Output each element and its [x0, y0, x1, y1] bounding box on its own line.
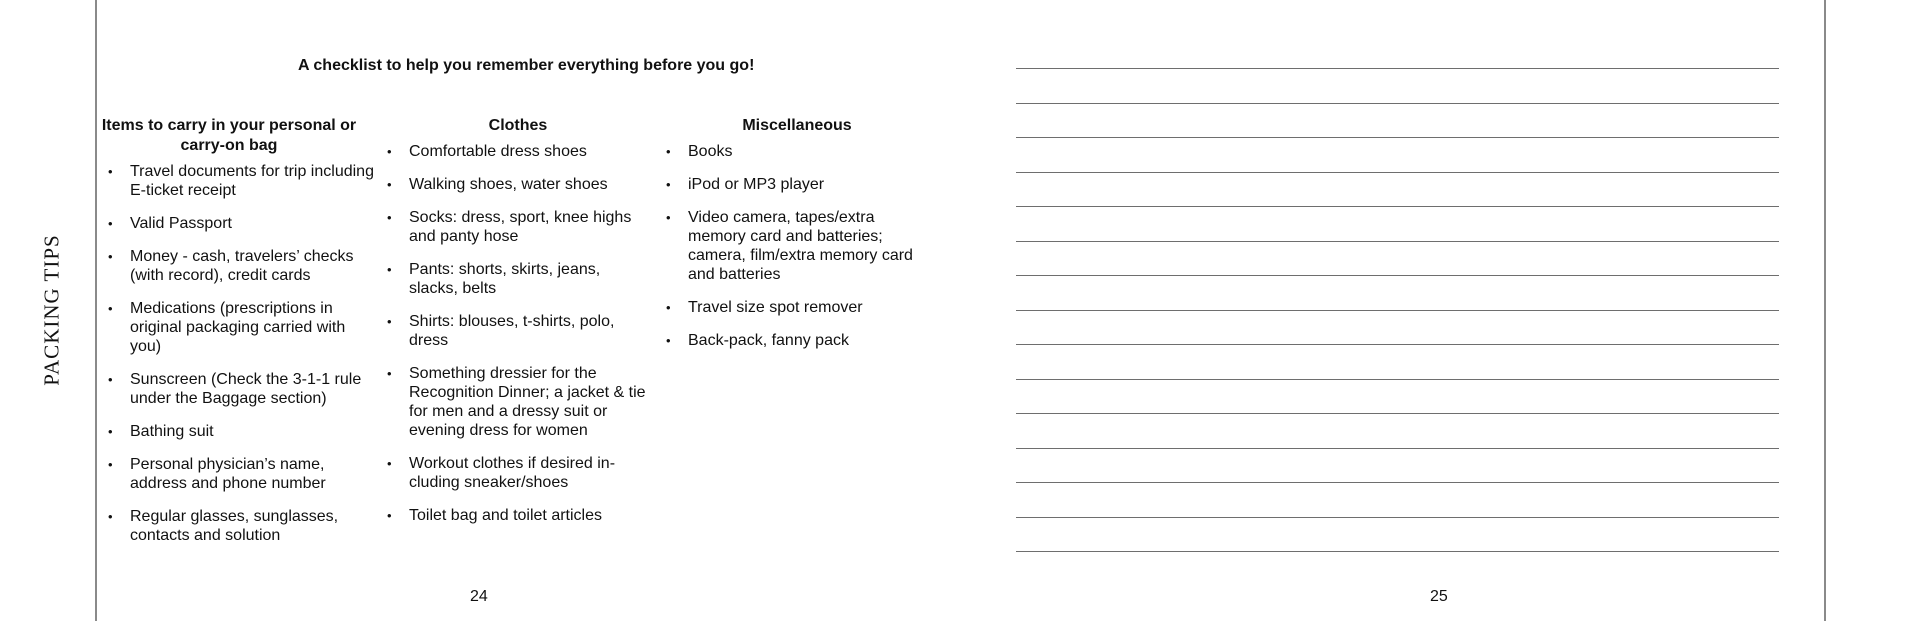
- list-item-text: Walking shoes, water shoes: [409, 176, 608, 193]
- bullet-icon: •: [387, 456, 392, 471]
- page-number-right: 25: [1430, 588, 1448, 605]
- list-item: [104, 455, 374, 493]
- page-number-left: 24: [470, 588, 488, 605]
- bullet-icon: •: [387, 144, 392, 159]
- notes-line: [1016, 137, 1779, 138]
- bullet-icon: •: [108, 164, 113, 179]
- list-item-text: Regular glasses, sunglasses, contacts and solution: [130, 508, 339, 544]
- list-item-text: Video camera, tapes/extra memory card and batteries; camera, film/extra memory card and batteries: [688, 209, 913, 283]
- list-item: [104, 162, 374, 200]
- list-item-text: Personal physician’s name, address and phone number: [130, 456, 326, 492]
- list-item-text: Bathing suit: [130, 423, 214, 440]
- bullet-icon: •: [387, 508, 392, 523]
- notes-line: [1016, 448, 1779, 449]
- bullet-icon: •: [108, 301, 113, 316]
- list-item: [383, 142, 653, 161]
- notes-line: [1016, 517, 1779, 518]
- list-item: [662, 142, 932, 161]
- page-border-right: [1824, 0, 1826, 621]
- notes-line: [1016, 482, 1779, 483]
- list-item-text: Books: [688, 143, 733, 160]
- notes-line: [1016, 344, 1779, 345]
- list-item: [104, 247, 374, 285]
- notes-line: [1016, 379, 1779, 380]
- list-item: [383, 175, 653, 194]
- notes-line: [1016, 172, 1779, 173]
- list-item-text: Travel size spot remover: [688, 299, 863, 316]
- bullet-icon: •: [387, 314, 392, 329]
- notes-line: [1016, 241, 1779, 242]
- clothes-heading: Clothes: [488, 117, 548, 134]
- list-item: [104, 214, 374, 233]
- miscellaneous-list: [662, 142, 932, 350]
- list-item-text: Something dressier for the Recognition Dinner; a jacket & tie for men and a dressy suit or evening dress for women: [409, 365, 646, 439]
- miscellaneous-column: [662, 116, 932, 364]
- list-item: [383, 364, 653, 440]
- bullet-icon: •: [666, 144, 671, 159]
- list-item-text: Valid Passport: [130, 215, 232, 232]
- list-item-text: Socks: dress, sport, knee highs and panty hose: [409, 209, 632, 245]
- clothes-column: [383, 116, 653, 539]
- list-item-text: iPod or MP3 player: [688, 176, 825, 193]
- list-item-text: Comfortable dress shoes: [409, 143, 587, 160]
- list-item: [383, 506, 653, 525]
- list-item-text: Money - cash, travelers’ checks (with record), credit cards: [130, 248, 354, 284]
- list-item: [662, 298, 932, 317]
- list-item-text: Back-pack, fanny pack: [688, 332, 849, 349]
- list-item-text: Workout clothes if desired in-cluding sneaker/shoes: [409, 455, 616, 491]
- notes-line: [1016, 68, 1779, 69]
- bullet-icon: •: [108, 216, 113, 231]
- notes-line: [1016, 206, 1779, 207]
- list-item: [104, 299, 374, 356]
- bullet-icon: •: [387, 177, 392, 192]
- notes-line: [1016, 413, 1779, 414]
- notes-line: [1016, 551, 1779, 552]
- list-item-text: Shirts: blouses, t-shirts, polo, dress: [409, 313, 615, 349]
- carry-on-heading: Items to carry in your personal or carry-on bag: [101, 117, 357, 154]
- list-item: [104, 422, 374, 441]
- bullet-icon: •: [387, 366, 392, 381]
- list-item-text: Travel documents for trip including E-ticket receipt: [130, 163, 374, 199]
- bullet-icon: •: [666, 210, 671, 225]
- miscellaneous-heading: Miscellaneous: [742, 117, 852, 134]
- list-item-text: Sunscreen (Check the 3-1-1 rule under the Baggage section): [130, 371, 362, 407]
- list-item: [383, 454, 653, 492]
- list-item: [383, 208, 653, 246]
- bullet-icon: •: [387, 262, 392, 277]
- carry-on-column: [101, 116, 374, 559]
- bullet-icon: •: [666, 300, 671, 315]
- side-title: PACKING TIPS: [39, 234, 64, 386]
- notes-line: [1016, 103, 1779, 104]
- page-border-left: [95, 0, 97, 621]
- bullet-icon: •: [666, 333, 671, 348]
- bullet-icon: •: [108, 509, 113, 524]
- bullet-icon: •: [108, 457, 113, 472]
- list-item-text: Toilet bag and toilet articles: [409, 507, 602, 524]
- clothes-list: [383, 142, 653, 525]
- list-item: [662, 208, 932, 284]
- bullet-icon: •: [108, 372, 113, 387]
- bullet-icon: •: [108, 249, 113, 264]
- list-item: [383, 260, 653, 298]
- carry-on-list: [104, 162, 374, 545]
- list-item: [104, 370, 374, 408]
- page-subtitle: A checklist to help you remember everything before you go!: [298, 57, 755, 74]
- bullet-icon: •: [108, 424, 113, 439]
- notes-line: [1016, 275, 1779, 276]
- notes-line: [1016, 310, 1779, 311]
- list-item: [662, 175, 932, 194]
- bullet-icon: •: [666, 177, 671, 192]
- list-item: [383, 312, 653, 350]
- list-item-text: Pants: shorts, skirts, jeans, slacks, belts: [409, 261, 601, 297]
- list-item-text: Medications (prescriptions in original packaging carried with you): [130, 300, 346, 355]
- bullet-icon: •: [387, 210, 392, 225]
- list-item: [104, 507, 374, 545]
- list-item: [662, 331, 932, 350]
